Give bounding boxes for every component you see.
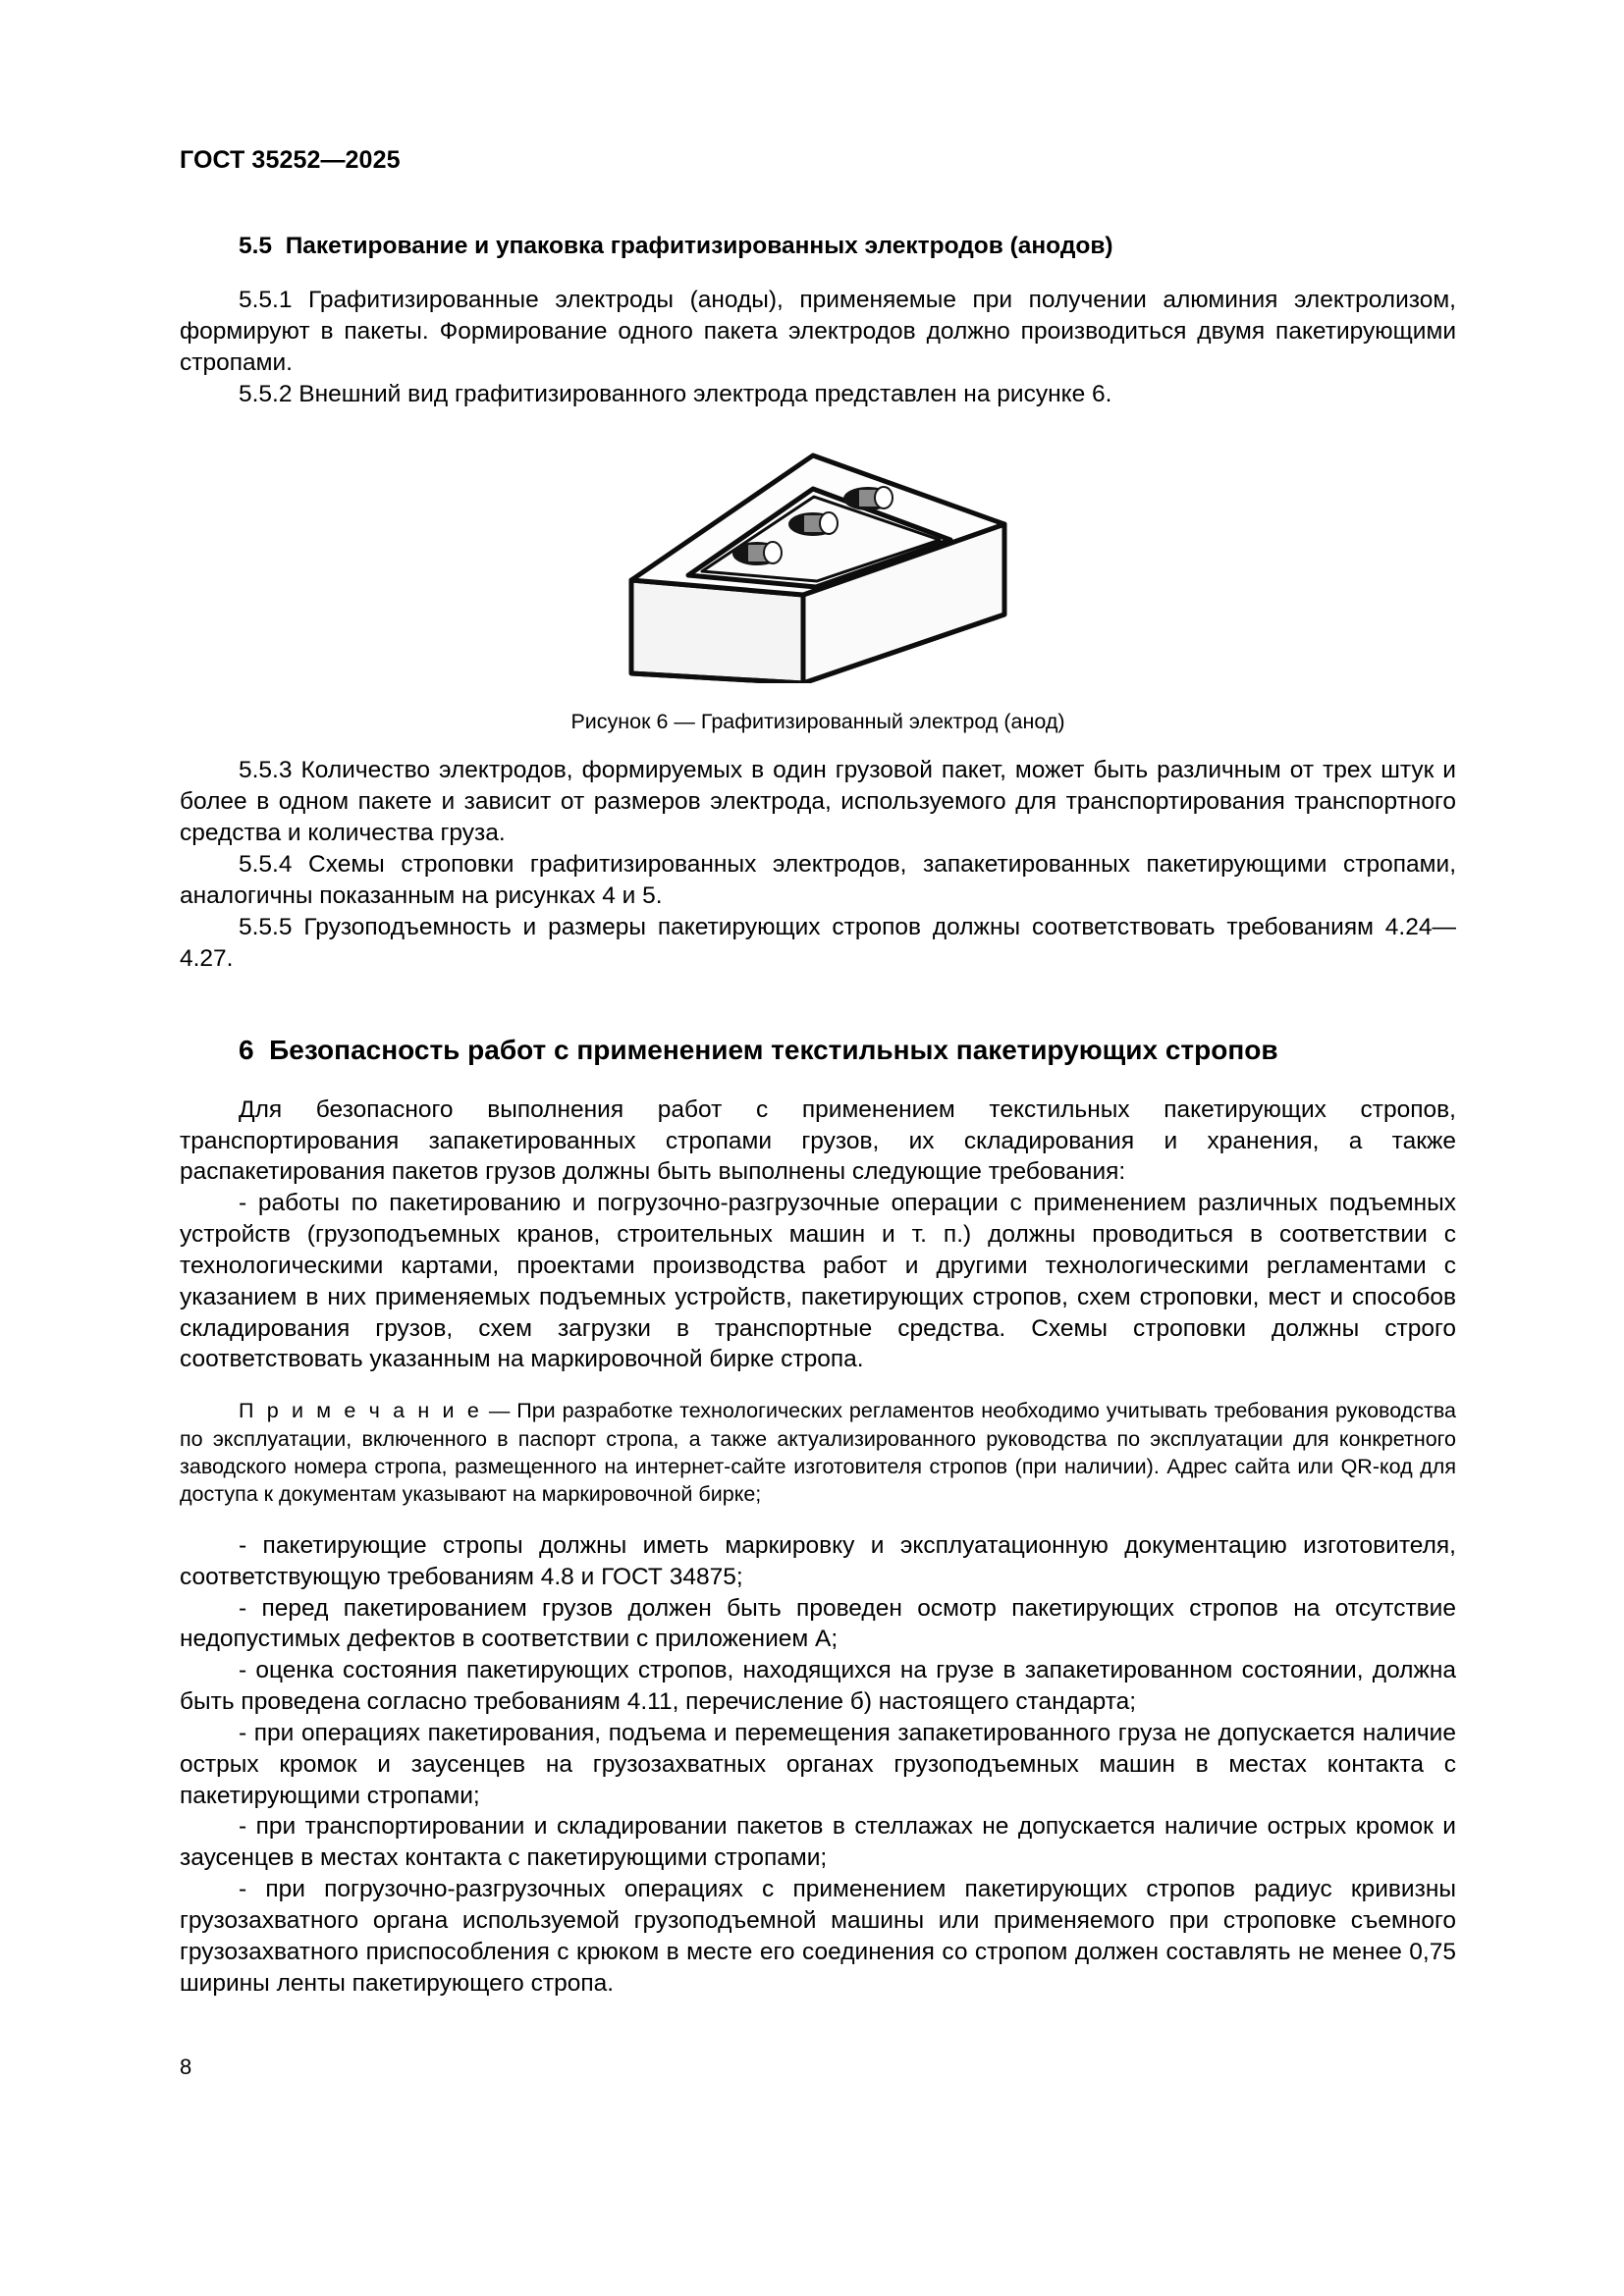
bullet-6-3: - перед пакетированием грузов должен быть проведен осмотр пакетирующих стропов на отсутствие недопустимых дефектов в соответствии с приложением А; [180, 1594, 1456, 1653]
bullet-6-4: - оценка состояния пакетирующих стропов, находящихся на грузе в запакетированном состоянии, должна быть проведена согласно требованиям 4.11, перечисление б) настоящего стандарта; [180, 1657, 1456, 1716]
note-label: П р и м е ч а н и е [239, 1399, 482, 1423]
graphitized-electrode-illustration [612, 438, 1024, 683]
bullet-6-6: - при транспортировании и складировании пакетов в стеллажах не допускается наличие острых кромок и заусенцев в местах контакта с пакетирующими стропами; [180, 1813, 1456, 1872]
electrode-socket-1 [732, 542, 782, 565]
figure-6 [180, 438, 1456, 736]
bullet-6-2: - пакетирующие стропы должны иметь маркировку и эксплуатационную документацию изготовителя, соответствующую требованиям 4.8 и ГОСТ 34875; [180, 1531, 1456, 1590]
bullet-6-5: - при операциях пакетирования, подъема и перемещения запакетированного груза не допускается наличие острых кромок и заусенцев на грузозахватных органах грузоподъемных машин в местах контакта с пакетирующими стропами; [180, 1719, 1456, 1809]
paragraph-5-5-2: 5.5.2 Внешний вид графитизированного электрода представлен на рисунке 6. [239, 380, 1112, 407]
heading-5-5-number: 5.5 [239, 232, 273, 259]
running-header: ГОСТ 35252—2025 [180, 146, 401, 174]
paragraph-5-5-4: 5.5.4 Схемы строповки графитизированных электродов, запакетированных пакетирующими стропами, аналогичны показанным на рисунках 4 и 5. [180, 850, 1456, 909]
paragraph-5-5-5: 5.5.5 Грузоподъемность и размеры пакетирующих стропов должны соответствовать требованиям 4.24—4.27. [180, 913, 1456, 972]
note-block [180, 1397, 1456, 1509]
paragraph-5-5-1: 5.5.1 Графитизированные электроды (аноды), применяемые при получении алюминия электролизом, формируют в пакеты. Формирование одного пакета электродов должно производиться двумя пакетирующими стропами. [180, 287, 1456, 376]
paragraph-6-intro: Для безопасного выполнения работ с применением текстильных пакетирующих стропов, транспортирования запакетированных стропами грузов, их складирования и хранения, а также распакетирования пакетов грузов должны быть выполнены следующие требования: [180, 1095, 1456, 1186]
heading-5-5 [180, 232, 1456, 262]
heading-section-6-title: Безопасность работ с применением текстильных пакетирующих стропов [269, 1035, 1278, 1066]
heading-5-5-title: Пакетирование и упаковка графитизированных электродов (анодов) [285, 232, 1113, 259]
heading-section-6-number: 6 [239, 1035, 254, 1066]
figure-6-caption: Рисунок 6 — Графитизированный электрод (анод) [570, 709, 1065, 733]
paragraph-5-5-3: 5.5.3 Количество электродов, формируемых в один грузовой пакет, может быть различным от трех штук и более в одном пакете и зависит от размеров электрода, используемого для транспортирования транспортного средства и количества груза. [180, 757, 1456, 847]
bullet-6-7: - при погрузочно-разгрузочных операциях с применением пакетирующих стропов радиус кривизны грузозахватного органа используемой грузоподъемной машины или применяемого при строповке съемного грузозахватного приспособления с крюком в месте его соединения со стропом должен составлять не менее 0,75 ширины ленты пакетирующего стропа. [180, 1876, 1456, 1997]
electrode-socket-2 [788, 512, 838, 536]
heading-section-6 [180, 1033, 1456, 1068]
electrode-socket-3 [843, 487, 893, 510]
note-text: — При разработке технологических регламентов необходимо учитывать требования руководства по эксплуатации, включенного в паспорт стропа, а также актуализированного руководства по эксплуатации для конкретного заводского номера стропа, размещенного на интернет-сайте изготовителя стропов (при наличии). Адрес сайта или QR-код для доступа к документам указывают на маркировочной бирке; [180, 1399, 1456, 1507]
page-number: 8 [180, 2055, 192, 2079]
page-content [180, 147, 1456, 1999]
bullet-6-1: - работы по пакетированию и погрузочно-разгрузочные операции с применением различных подъемных устройств (грузоподъемных кранов, строительных машин и т. п.) должны проводиться в соответствии с технологическими картами, проектами производства работ и другими технологическими регламентами с указанием в них применяемых подъемных устройств, пакетирующих стропов, схем строповки, мест и способов складирования грузов, схем загрузки в транспортные средства. Схемы строповки должны строго соответствовать указанным на маркировочной бирке стропа. [180, 1190, 1456, 1373]
